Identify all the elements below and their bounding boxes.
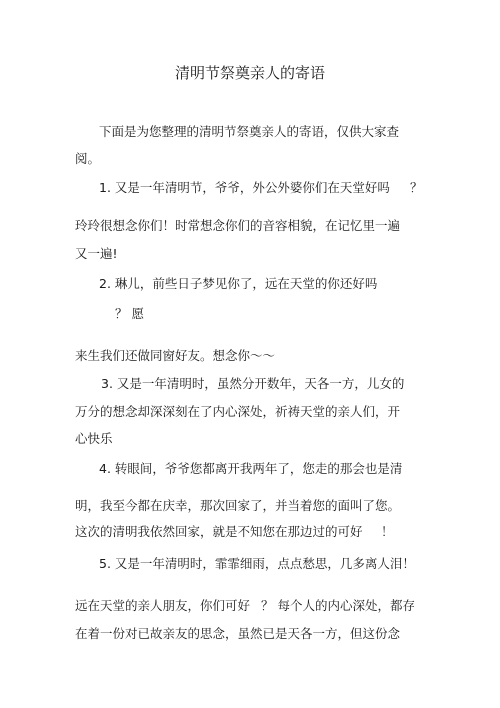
text-line: 1. 又是一年清明节，爷爷，外公外婆你们在天堂好吗: [99, 180, 390, 195]
document-title: 清明节祭奠亲人的寄语: [174, 64, 325, 82]
text-line: 5. 又是一年清明时，霏霏细雨，点点愁思，几多离人泪！: [99, 556, 415, 571]
text-line: 又一遍!: [75, 246, 118, 261]
text-line: 心快乐: [75, 431, 113, 446]
text-line: 4. 转眼间，爷爷您都离开我两年了，您走的那会也是清: [99, 461, 403, 476]
text-line: 玲玲很想念你们！时常想念你们的音容相貌，在记忆里一遍: [75, 218, 401, 233]
text-line: ？ 每个人的内心深处，都存: [261, 598, 415, 613]
text-line: ？: [410, 180, 423, 195]
text-line: 远在天堂的亲人朋友，你们可好: [75, 598, 251, 613]
text-line: 来生我们还做同窗好友。想念你～～: [75, 348, 276, 363]
text-line: 这次的清明我依然回家，就是不知您在那边过的可好: [75, 524, 363, 539]
text-line: 明，我至今都在庆幸，那次回家了，并当着您的面叫了您。: [75, 498, 401, 513]
text-line: ！: [381, 524, 394, 539]
text-line: 3. 又是一年清明时，虽然分开数年，天各一方，儿女的: [101, 376, 405, 391]
text-line: 阅。: [75, 151, 101, 166]
text-line: 在着一份对已故亲友的思念，虽然已是天各一方，但这份念: [75, 626, 401, 641]
text-line: 下面是为您整理的清明节祭奠亲人的寄语，仅供大家查: [99, 124, 400, 139]
text-line: ？ 愿: [115, 306, 144, 321]
text-line: 2. 琳儿，前些日子梦见你了，远在天堂的你还好吗: [99, 276, 378, 291]
text-line: 万分的想念却深深刻在了内心深处，祈祷天堂的亲人们，开: [75, 404, 401, 419]
